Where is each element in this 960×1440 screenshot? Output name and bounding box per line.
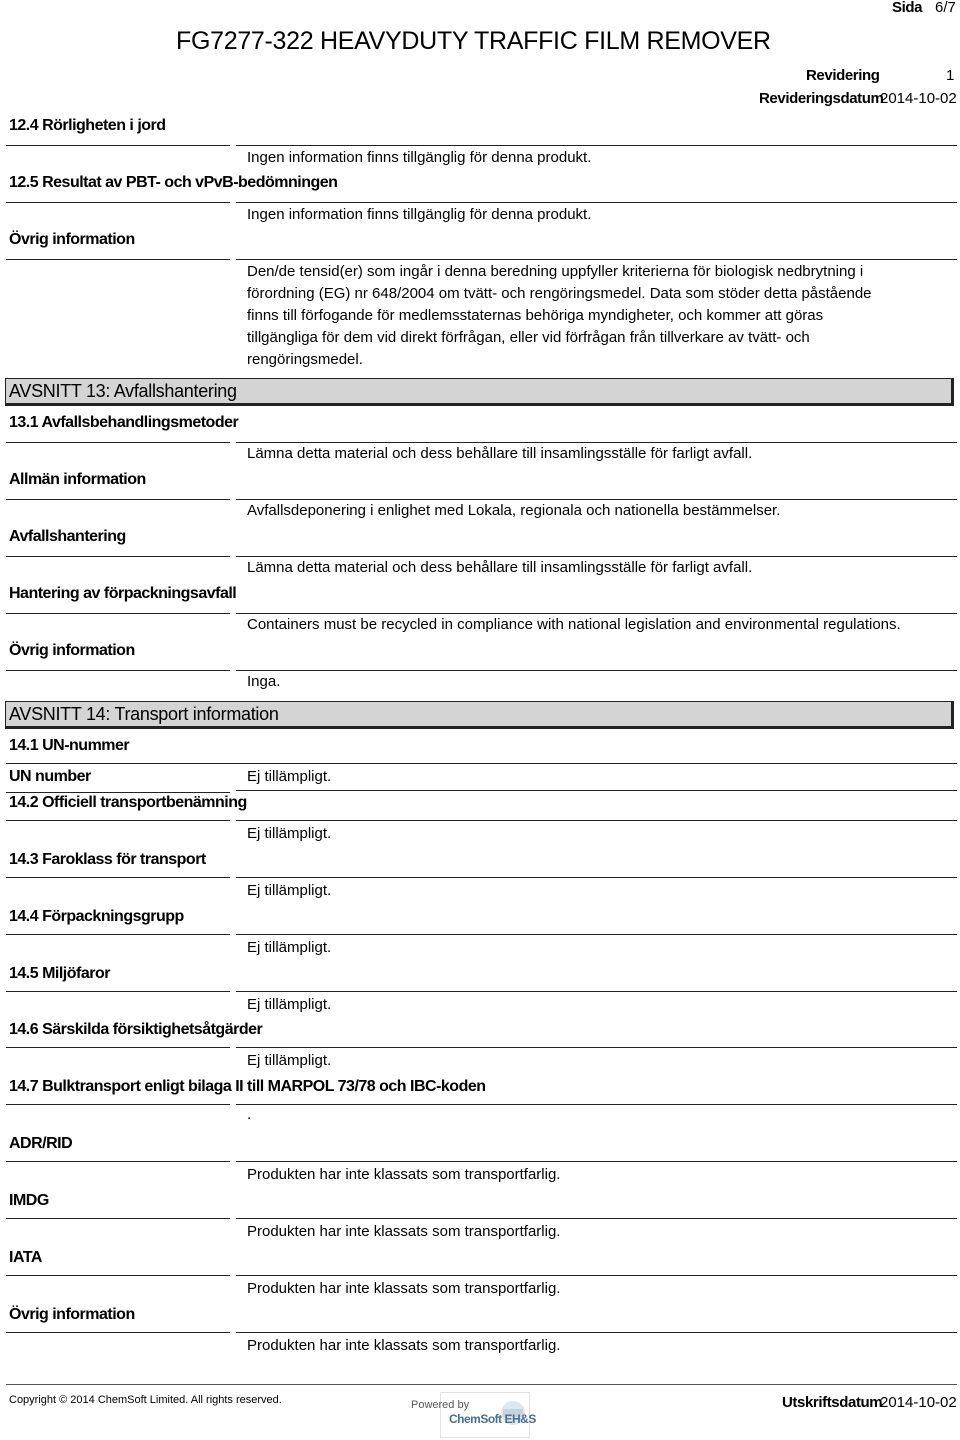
statement-line: förordning (EG) nr 648/2004 om tvätt- och rengöringsmedel. Data som stöder detta påstående [247, 285, 872, 302]
divider [236, 1047, 957, 1048]
pbt-value: Ingen information finns tillgänglig för denna produkt. [247, 206, 592, 223]
divider [236, 1104, 957, 1105]
section-14-other-label: Övrig information [9, 1306, 135, 1323]
revision-value: 1 [946, 67, 955, 84]
logo-text: ChemSoft EH&S [449, 1412, 536, 1426]
page-label: Sida [892, 0, 923, 16]
waste-handling-value: Avfallsdeponering i enlighet med Lokala, regionala och nationella bestämmelser. [247, 502, 781, 519]
biodegradability-statement [247, 261, 952, 371]
divider [6, 1275, 230, 1276]
other-info-label: Övrig information [9, 231, 135, 248]
divider [236, 1275, 957, 1276]
shipping-name-value: Ej tillämpligt. [247, 825, 332, 842]
packing-group-label: 14.4 Förpackningsgrupp [9, 908, 184, 925]
section-14-heading: AVSNITT 14: Transport information [9, 704, 279, 724]
divider [236, 790, 957, 791]
divider [6, 670, 230, 671]
divider [6, 1218, 230, 1219]
divider [236, 259, 957, 260]
pbt-label: 12.5 Resultat av PBT- och vPvB-bedömningen [9, 174, 338, 191]
powered-by-text: Powered by [411, 1399, 470, 1411]
divider [236, 670, 957, 671]
iata-label: IATA [9, 1249, 42, 1266]
statement-line: tillgängliga för dem vid direkt förfrågan, eller vid förfrågan från tillverkare av tvätt- och [247, 329, 810, 346]
mobility-value: Ingen information finns tillgänglig för denna produkt. [247, 149, 592, 166]
section-13-other-value: Inga. [247, 673, 281, 690]
divider [6, 820, 230, 821]
adr-rid-label: ADR/RID [9, 1135, 73, 1152]
divider [6, 202, 230, 203]
section-13-heading: AVSNITT 13: Avfallshantering [9, 381, 237, 401]
divider [6, 442, 230, 443]
un-number-label: UN number [9, 768, 91, 785]
copyright-text: Copyright © 2014 ChemSoft Limited. All rights reserved. [9, 1394, 282, 1406]
environmental-hazards-label: 14.5 Miljöfaror [9, 965, 110, 982]
section-14-heading-bar [5, 701, 954, 729]
un-number-subheading: 14.1 UN-nummer [9, 737, 130, 754]
section-13-heading-bar [5, 378, 954, 406]
divider [236, 556, 957, 557]
print-date-value: 2014-10-02 [880, 1394, 957, 1411]
statement-line: Den/de tensid(er) som ingår i denna beredning uppfyller kriterierna för biologisk nedbrytning i [247, 263, 864, 280]
special-precautions-label: 14.6 Särskilda försiktighetsåtgärder [9, 1021, 263, 1038]
divider [6, 145, 230, 146]
divider [236, 202, 957, 203]
recycling-value: Containers must be recycled in compliance with national legislation and environmental regulations. [247, 616, 901, 633]
divider [236, 934, 957, 935]
print-date-label: Utskriftsdatum [782, 1394, 883, 1411]
hazard-class-label: 14.3 Faroklass för transport [9, 851, 206, 868]
section-13-other-label: Övrig information [9, 642, 135, 659]
revision-label: Revidering [806, 67, 880, 84]
waste-methods-subheading: 13.1 Avfallsbehandlingsmetoder [9, 414, 239, 431]
divider [236, 613, 957, 614]
divider [6, 763, 957, 764]
section-14-other-value: Produkten har inte klassats som transportfarlig. [247, 1337, 561, 1354]
waste-handling-label: Avfallshantering [9, 528, 126, 545]
divider [236, 820, 957, 821]
divider [6, 499, 230, 500]
divider [6, 556, 230, 557]
divider [236, 1161, 957, 1162]
divider [6, 1047, 230, 1048]
imdg-label: IMDG [9, 1192, 49, 1209]
adr-rid-value: Produkten har inte klassats som transportfarlig. [247, 1166, 561, 1183]
hazard-class-value: Ej tillämpligt. [247, 882, 332, 899]
divider [6, 934, 230, 935]
mobility-label: 12.4 Rörligheten i jord [9, 117, 166, 134]
un-number-value: Ej tillämpligt. [247, 768, 332, 785]
divider [236, 1218, 957, 1219]
divider [6, 792, 230, 793]
divider [236, 442, 957, 443]
divider [236, 991, 957, 992]
packing-group-value: Ej tillämpligt. [247, 939, 332, 956]
general-info-label: Allmän information [9, 471, 146, 488]
chemsoft-logo [411, 1392, 536, 1438]
page-number: 6/7 [935, 0, 956, 16]
iata-value: Produkten har inte klassats som transportfarlig. [247, 1280, 561, 1297]
divider [6, 991, 230, 992]
divider [236, 145, 957, 146]
imdg-value: Produkten har inte klassats som transportfarlig. [247, 1223, 561, 1240]
divider [236, 499, 957, 500]
divider [236, 877, 957, 878]
shipping-name-label: 14.2 Officiell transportbenämning [9, 794, 247, 811]
packaging-waste-label: Hantering av förpackningsavfall [9, 585, 237, 602]
divider [6, 613, 230, 614]
divider [6, 1161, 230, 1162]
footer-divider [6, 1384, 957, 1385]
divider [6, 877, 230, 878]
divider [236, 1332, 957, 1333]
general-info-value: Lämna detta material och dess behållare till insamlingsställe för farligt avfall. [247, 445, 753, 462]
statement-line: rengöringsmedel. [247, 351, 363, 368]
packaging-waste-value: Lämna detta material och dess behållare till insamlingsställe för farligt avfall. [247, 559, 753, 576]
bulk-transport-label: 14.7 Bulktransport enligt bilaga II till MARPOL 73/78 och IBC-koden [9, 1078, 486, 1095]
revision-date-label: Revideringsdatum [759, 90, 884, 107]
divider [6, 1104, 230, 1105]
document-title: FG7277-322 HEAVYDUTY TRAFFIC FILM REMOVER [176, 27, 771, 55]
environmental-hazards-value: Ej tillämpligt. [247, 996, 332, 1013]
bulk-transport-value: . [247, 1106, 252, 1123]
statement-line: finns till förfogande för medlemsstaternas behöriga myndigheter, och kommer att göras [247, 307, 824, 324]
divider [6, 1332, 230, 1333]
divider [6, 259, 230, 260]
revision-date-value: 2014-10-02 [880, 90, 957, 107]
special-precautions-value: Ej tillämpligt. [247, 1052, 332, 1069]
